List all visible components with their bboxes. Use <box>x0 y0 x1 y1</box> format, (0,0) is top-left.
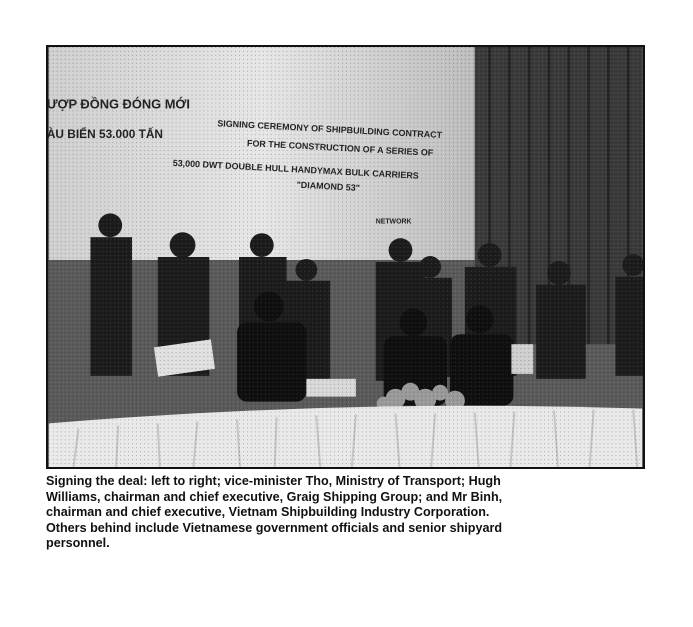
caption-line: personnel. <box>46 536 110 550</box>
caption-line: Others behind include Vietnamese government officials and senior shipyard <box>46 520 503 535</box>
caption-line: chairman and chief executive, Vietnam Shipbuilding Industry Corporation. <box>46 505 490 519</box>
signing-ceremony-photo <box>48 47 643 467</box>
caption-line: Signing the deal: left to right; vice-minister Tho, Ministry of Transport; Hugh <box>46 474 501 488</box>
caption-line: Williams, chairman and chief executive, Graig Shipping Group; and Mr Binh, <box>46 489 503 504</box>
news-photo <box>46 45 645 469</box>
photo-caption <box>46 474 650 552</box>
